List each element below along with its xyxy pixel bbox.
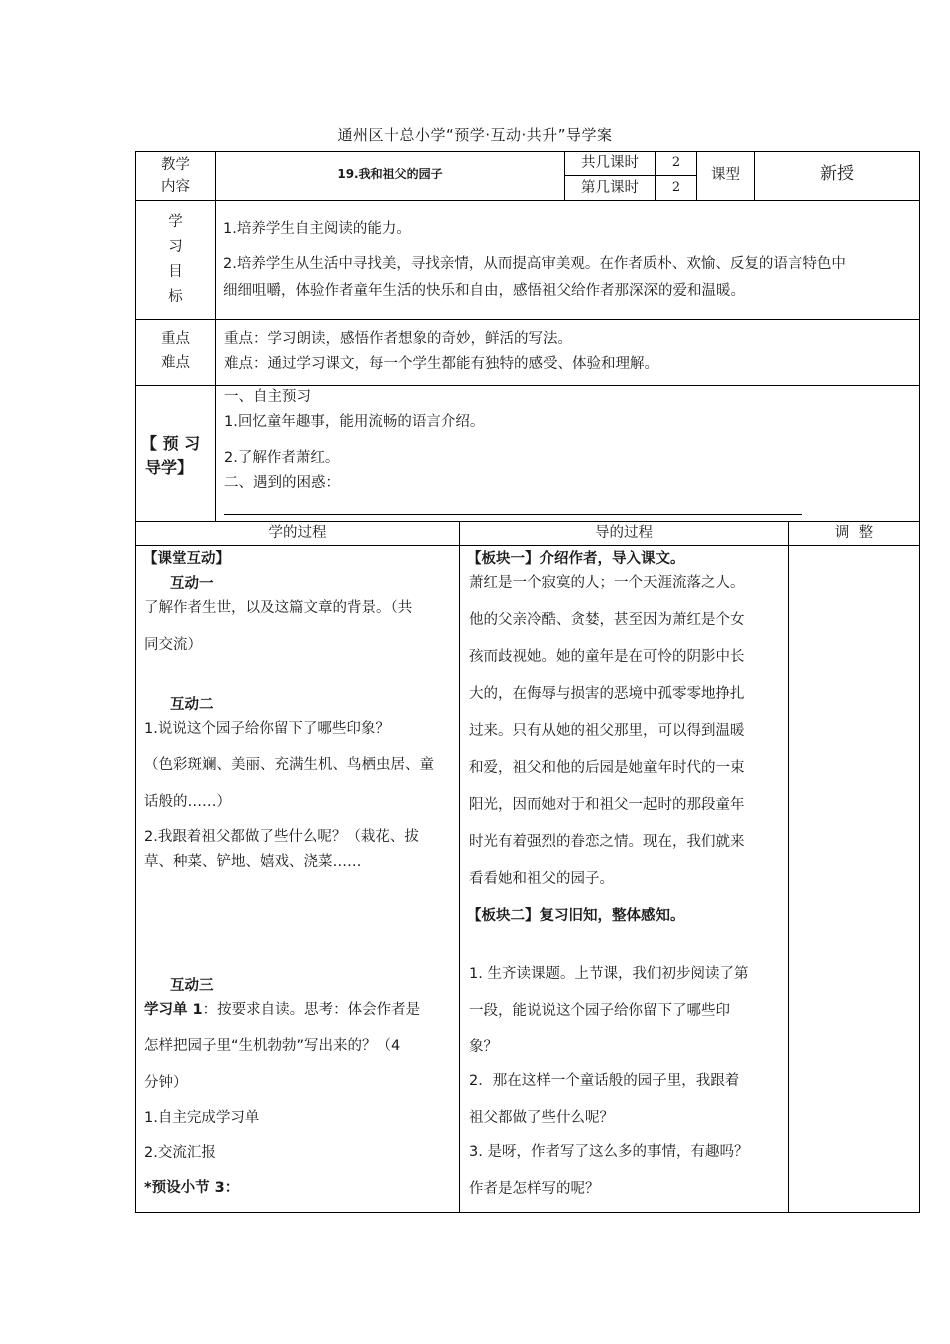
lesson-type-value: 新授 bbox=[820, 164, 854, 184]
current-period-value: 2 bbox=[671, 180, 681, 195]
block-2-title: 【板块二】复习旧知，整体感知。 bbox=[467, 908, 685, 924]
block-1-line: 大的，在侮辱与损害的恶境中孤零零地挣扎 bbox=[469, 686, 745, 702]
current-period-label: 第几课时 bbox=[581, 180, 639, 196]
keypoints-label-1: 重点 bbox=[161, 331, 190, 347]
interaction-1-text: 同交流） bbox=[144, 637, 202, 653]
row-divider-preview bbox=[135, 521, 920, 522]
block-1-line: 看看她和祖父的园子。 bbox=[469, 871, 614, 887]
interaction-2-answer-1: 话般的……） bbox=[144, 794, 231, 810]
objectives-label-char: 目 bbox=[168, 264, 183, 280]
interaction-2-title: 互动二 bbox=[170, 697, 214, 713]
row-divider-keypoints bbox=[135, 385, 920, 386]
table-top-border bbox=[135, 151, 920, 152]
block-1-line: 和爱，祖父和他的后园是她童年时代的一束 bbox=[469, 760, 745, 776]
table-bottom-border bbox=[135, 1212, 920, 1213]
total-periods-label: 共几课时 bbox=[581, 155, 639, 171]
col-divider-label bbox=[215, 151, 216, 521]
interaction-1-text: 了解作者生世，以及这篇文章的背景。（共 bbox=[144, 600, 413, 616]
column-header-guide: 导的过程 bbox=[595, 525, 653, 541]
total-periods-value: 2 bbox=[671, 155, 681, 170]
objective-item: 2.培养学生从生活中寻找美，寻找亲情，从而提高审美观。在作者质朴、欢愉、反复的语言特色中 bbox=[223, 256, 846, 272]
row-divider-header bbox=[135, 200, 920, 201]
block-1-line: 阳光，因而她对于和祖父一起时的那段童年 bbox=[469, 797, 745, 813]
block-2-line: 1. 生齐读课题。上节课，我们初步阅读了第 bbox=[469, 966, 749, 982]
lesson-type-label: 课型 bbox=[711, 167, 740, 183]
interaction-3-step: 1.自主完成学习单 bbox=[144, 1110, 260, 1126]
interaction-1-title: 互动一 bbox=[170, 576, 214, 592]
objectives-label-char: 习 bbox=[168, 239, 183, 255]
interaction-3-text: 分钟） bbox=[144, 1075, 188, 1091]
block-2-line: 作者是怎样写的呢？ bbox=[469, 1181, 600, 1197]
interaction-3-step: 2.交流汇报 bbox=[144, 1145, 216, 1161]
preview-line: 2.了解作者萧红。 bbox=[224, 450, 340, 466]
key-difficulty: 难点：通过学习课文，每一个学生都能有独特的感受、体验和理解。 bbox=[224, 356, 659, 372]
block-1-title: 【板块一】介绍作者，导入课文。 bbox=[467, 551, 685, 567]
row-divider-objectives bbox=[135, 319, 920, 320]
objectives-label-char: 学 bbox=[168, 214, 183, 230]
content-label-1: 教学 bbox=[161, 157, 190, 173]
row-divider-periods bbox=[564, 175, 696, 176]
interaction-2-answer-1: （色彩斑斓、美丽、充满生机、鸟栖虫居、童 bbox=[144, 757, 434, 773]
objectives-label-char: 标 bbox=[168, 289, 183, 305]
preset-section: *预设小节 3： bbox=[144, 1180, 240, 1196]
block-2-line: 祖父都做了些什么呢？ bbox=[469, 1110, 614, 1126]
block-2-line: 象？ bbox=[469, 1039, 498, 1055]
content-label-2: 内容 bbox=[161, 179, 190, 195]
objective-item: 1.培养学生自主阅读的能力。 bbox=[223, 221, 411, 237]
block-2-line: 3. 是呀，作者写了这么多的事情，有趣吗？ bbox=[469, 1144, 749, 1160]
preview-label-2: 导学】 bbox=[145, 458, 194, 477]
block-1-line: 孩而歧视她。她的童年是在可怜的阴影中长 bbox=[469, 649, 745, 665]
block-1-text bbox=[469, 565, 745, 898]
col-divider-guide-adjust bbox=[788, 521, 789, 1212]
page-title: 通州区十总小学“预学·互动·共升”导学案 bbox=[337, 126, 613, 144]
table-right-border bbox=[919, 151, 920, 1212]
interaction-2-question-2: 草、种菜、铲地、嬉戏、浇菜…… bbox=[144, 854, 362, 870]
interaction-2-question-1: 1.说说这个园子给你留下了哪些印象？ bbox=[144, 721, 390, 737]
preview-line: 1.回忆童年趣事，能用流畅的语言介绍。 bbox=[224, 414, 485, 430]
block-1-line: 时光有着强烈的眷恋之情。现在，我们就来 bbox=[469, 834, 745, 850]
interaction-3-text: 怎样把园子里“生机勃勃”写出来的？（4 bbox=[144, 1038, 401, 1054]
row-divider-columns bbox=[135, 545, 920, 546]
preview-label-1: 【 预 习 bbox=[141, 434, 201, 453]
block-1-line: 过来。只有从她的祖父那里，可以得到温暖 bbox=[469, 723, 745, 739]
preview-line: 二、遇到的困惑： bbox=[224, 475, 340, 491]
answer-blank-line bbox=[224, 514, 802, 515]
col-divider-learn-guide bbox=[459, 521, 460, 1212]
key-focus: 重点：学习朗读，感悟作者想象的奇妙，鲜活的写法。 bbox=[224, 331, 572, 347]
column-header-adjust: 调 整 bbox=[834, 525, 874, 541]
block-1-line: 萧红是一个寂寞的人；一个天涯流落之人。 bbox=[469, 575, 745, 591]
learn-heading: 【课堂互动】 bbox=[143, 551, 230, 567]
preview-line: 一、自主预习 bbox=[224, 389, 311, 405]
block-2-line: 一段，能说说这个园子给你留下了哪些印 bbox=[469, 1003, 730, 1019]
block-2-line: 2．那在这样一个童话般的园子里，我跟着 bbox=[469, 1073, 740, 1089]
lesson-title: 19.我和祖父的园子 bbox=[337, 167, 443, 181]
objective-item: 细细咀嚼，体验作者童年生活的快乐和自由，感悟祖父给作者那深深的爱和温暖。 bbox=[223, 283, 745, 299]
block-1-line: 他的父亲冷酷、贪婪，甚至因为萧红是个女 bbox=[469, 612, 745, 628]
interaction-3-title: 互动三 bbox=[170, 978, 214, 994]
study-sheet-text: ：按要求自读。思考：体会作者是 bbox=[202, 1002, 421, 1018]
keypoints-label-2: 难点 bbox=[161, 355, 190, 371]
interaction-2-question-2: 2.我跟着祖父都做了些什么呢？（栽花、拔 bbox=[144, 829, 419, 845]
study-sheet-label: 学习单 1 bbox=[144, 1002, 203, 1018]
column-header-learn: 学的过程 bbox=[268, 525, 327, 541]
study-sheet-task bbox=[144, 1000, 420, 1020]
table-left-border bbox=[135, 151, 136, 1212]
